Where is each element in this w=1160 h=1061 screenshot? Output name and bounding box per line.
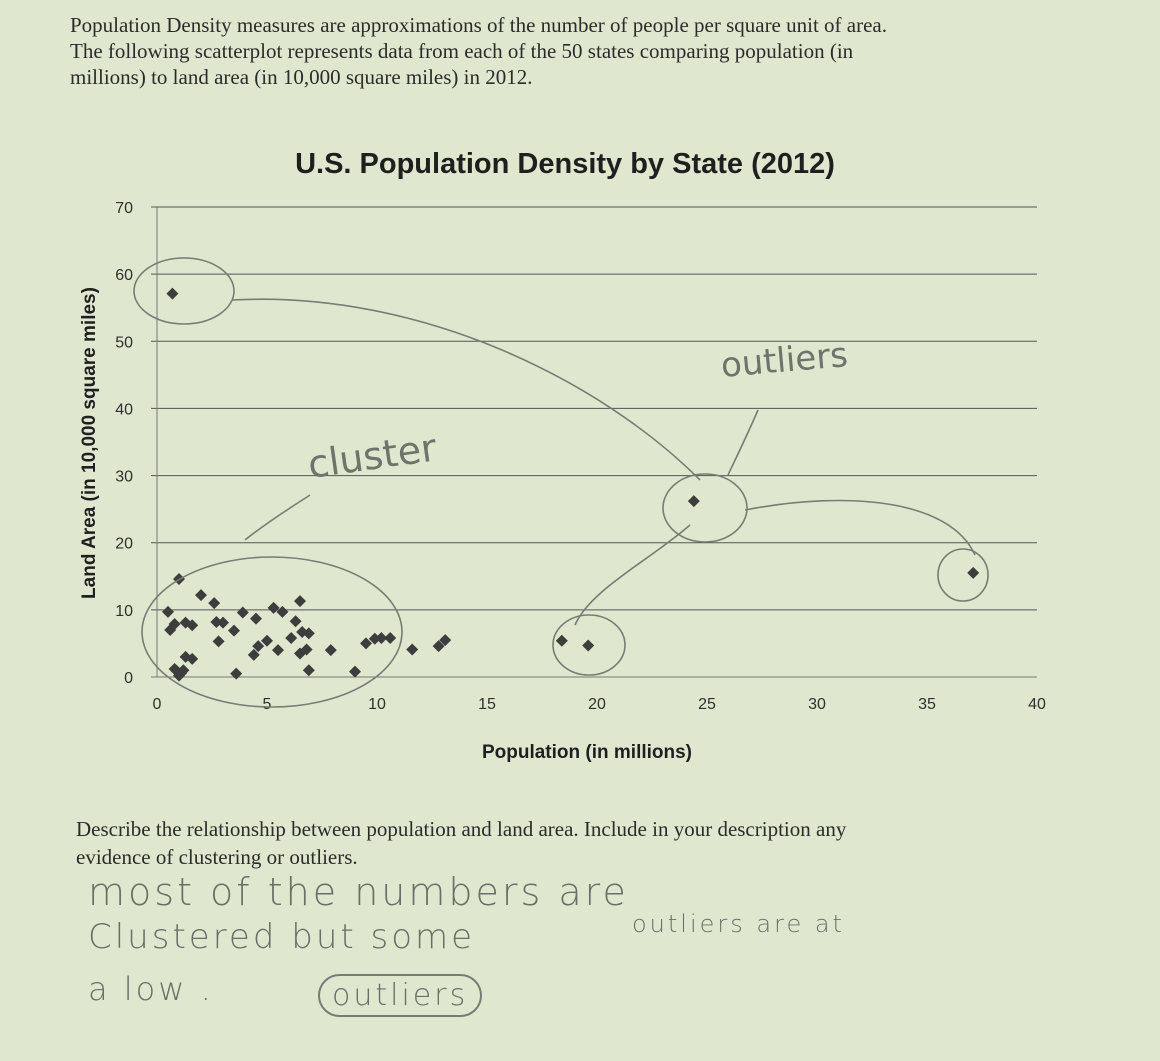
y-tick-label: 60 (115, 267, 133, 285)
x-tick-labels (153, 696, 1046, 713)
answer-line-2b: outliers are at (632, 910, 845, 938)
answer-line-1: most of the numbers are (88, 870, 629, 914)
data-point (325, 644, 337, 656)
y-tick-label: 0 (124, 670, 133, 687)
data-point (384, 632, 396, 644)
x-tick-label: 35 (918, 696, 936, 713)
y-tick-label: 30 (115, 468, 133, 486)
data-point (272, 644, 284, 656)
x-tick-label: 0 (152, 696, 162, 713)
data-point (237, 607, 249, 619)
data-point (582, 639, 594, 651)
cluster-annotation: cluster (305, 425, 440, 487)
y-tick-label: 70 (115, 200, 133, 217)
data-point (303, 664, 315, 676)
answer-line-2a: Clustered but some (88, 917, 476, 957)
data-point (250, 613, 262, 625)
answer-line-3a: a low . (88, 970, 214, 1008)
x-tick-label: 15 (478, 696, 496, 713)
data-point (230, 668, 242, 680)
data-point (228, 625, 240, 637)
x-tick-label: 5 (262, 696, 272, 713)
y-tick-label: 50 (115, 334, 133, 352)
arrow-ink (728, 410, 758, 475)
outlier-circle-center (663, 474, 747, 542)
x-axis-label: Population (in millions) (481, 742, 693, 763)
y-tick-label: 20 (115, 535, 133, 553)
x-tick-label: 20 (588, 696, 606, 713)
data-point (290, 615, 302, 627)
y-tick-labels (115, 200, 133, 687)
y-tick-label: 10 (115, 602, 133, 620)
question-prompt: Describe the relationship between population and land area. Include in your description any evidence of clustering or outliers. (76, 817, 847, 869)
data-point (195, 589, 207, 601)
arrow-ink (745, 500, 975, 555)
data-point (406, 643, 418, 655)
answer-circled-outliers: outliers (318, 974, 482, 1017)
gridlines (151, 207, 1037, 677)
data-point (967, 567, 979, 579)
outliers-annotation: outliers (719, 335, 850, 386)
data-points (162, 288, 979, 682)
x-tick-label: 40 (1028, 696, 1046, 713)
data-point (166, 288, 178, 300)
data-point (208, 597, 220, 609)
arrow-ink (232, 299, 700, 480)
data-point (294, 595, 306, 607)
data-point (688, 495, 700, 507)
x-tick-label: 10 (368, 696, 386, 713)
x-tick-label: 25 (698, 696, 716, 713)
data-point (285, 632, 297, 644)
data-point (349, 666, 361, 678)
outlier-circle-right (938, 549, 988, 601)
data-point (213, 635, 225, 647)
chart-title: U.S. Population Density by State (2012) (295, 148, 835, 180)
outlier-circle-top-left (134, 258, 234, 324)
data-point (162, 606, 174, 618)
data-point (556, 635, 568, 647)
y-tick-label: 40 (115, 401, 133, 419)
x-tick-label: 30 (808, 696, 826, 713)
intro-paragraph: Population Density measures are approximations of the number of people per square unit of area. The following scatterplot represents data from each of the 50 states comparing population (in millions) to land area (in 10,000 square miles) in 2012. (70, 13, 888, 89)
y-axis-label: Land Area (in 10,000 square miles) (79, 287, 100, 599)
arrow-ink (245, 495, 310, 540)
